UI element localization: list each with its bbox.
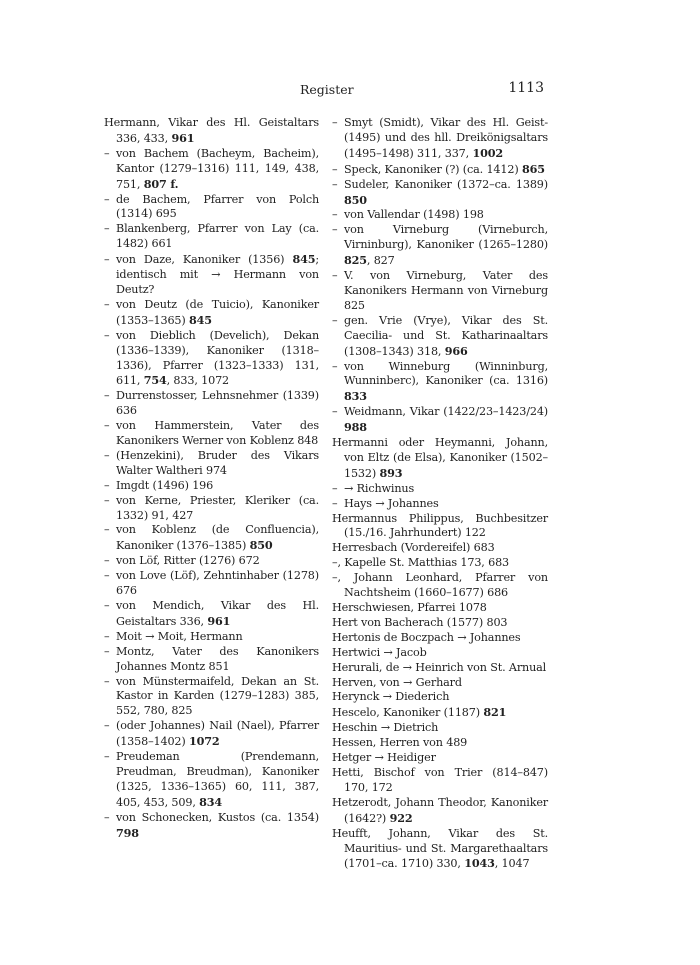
index-entry: – von Winneburg (Winninburg, Wunninberc), Kanoniker (ca. 1316) 833: [332, 359, 548, 404]
index-entry: Hertwici → Jacob: [332, 645, 427, 659]
index-entry: Hetzerodt, Johann Theodor, Kanoniker (1642?) 922: [332, 795, 548, 825]
index-entry: – (Henzekini), Bruder des Vikars Walter Waltheri 974: [104, 448, 319, 477]
index-entry: Hermann, Vikar des Hl. Geistaltars 336, 433, 961: [104, 116, 319, 145]
index-entry: Herven, von → Gerhard: [332, 675, 462, 689]
index-entry: – von Love (Löf), Zehntinhaber (1278) 676: [104, 569, 319, 598]
index-entry: – Hays → Johannes: [332, 496, 439, 510]
index-column-left: [104, 116, 319, 842]
index-entry: Hermannus Philippus, Buchbesitzer (15./16. Jahrhundert) 122: [332, 511, 548, 540]
index-entry: – Imgdt (1496) 196: [104, 478, 214, 492]
index-entry: – V. von Virneburg, Vater des Kanonikers Hermann von Virneburg 825: [332, 269, 548, 312]
index-entry: Herresbach (Vordereifel) 683: [332, 541, 495, 555]
index-entry: Herynck → Diederich: [332, 690, 450, 704]
index-entry: – Smyt (Smidt), Vikar des Hl. Geist- (1495) und des hll. Dreikönigsaltars (1495–1498) 311, 337, 1002: [332, 116, 548, 160]
index-entry: – von Mendich, Vikar des Hl. Geistaltars 336, 961: [104, 599, 319, 628]
index-entry: Hescelo, Kanoniker (1187) 821: [332, 705, 507, 720]
index-entry: Hert von Bacherach (1577) 803: [332, 615, 508, 629]
index-entry: – von Vallendar (1498) 198: [332, 208, 484, 222]
index-entry: Hermanni oder Heymanni, Johann, von Eltz (de Elsa), Kanoniker (1502–1532) 893: [332, 436, 548, 480]
index-entry: – (oder Johannes) Nail (Nael), Pfarrer (1358–1402) 1072: [104, 719, 319, 749]
index-entry: – Speck, Kanoniker (?) (ca. 1412) 865: [332, 161, 545, 176]
index-entry: – Blankenberg, Pfarrer von Lay (ca. 1482) 661: [104, 222, 319, 251]
index-entry: –, Kapelle St. Matthias 173, 683: [332, 556, 510, 570]
index-entry: –, Johann Leonhard, Pfarrer von Nachtsheim (1660–1677) 686: [332, 571, 548, 600]
index-entry: – von Hammerstein, Vater des Kanonikers Werner von Koblenz 848: [104, 419, 319, 448]
running-title: Register: [300, 82, 354, 97]
index-entry: – von Münstermaifeld, Dekan an St. Kastor in Karden (1279–1283) 385, 552, 780, 825: [104, 674, 319, 718]
index-entry: – Preudeman (Prendemann, Preudman, Breudman), Kanoniker (1325, 1336–1365) 60, 111, 387, 405, 453, 509, 834: [104, 750, 319, 809]
index-entry: – → Richwinus: [332, 481, 415, 495]
index-entry: – Moit → Moit, Hermann: [104, 629, 243, 643]
index-entry: Heufft, Johann, Vikar des St. Mauritius- und St. Margarethaaltars (1701–ca. 1710) 330, 1043, 1047: [332, 826, 548, 871]
page-header: [104, 82, 544, 102]
index-entry: Herschwiesen, Pfarrei 1078: [332, 601, 487, 614]
index-entry: – von Dieblich (Develich), Dekan (1336–1339), Kanoniker (1318–1336), Pfarrer (1323–1333) 131, 611, 754, 833, 1072: [104, 328, 319, 388]
index-entry: – Weidmann, Vikar (1422/23–1423/24) 988: [332, 405, 548, 435]
index-entry: – de Bachem, Pfarrer von Polch (1314) 695: [104, 192, 319, 221]
index-entry: – von Löf, Ritter (1276) 672: [104, 554, 260, 568]
index-entry: – von Schonecken, Kustos (ca. 1354) 798: [104, 810, 319, 840]
index-entry: Hertonis de Boczpach → Johannes: [332, 630, 521, 644]
index-entry: – Montz, Vater des Kanonikers Johannes Montz 851: [104, 644, 319, 673]
index-entry: Hetger → Heidiger: [332, 751, 436, 765]
index-entry: – von Virneburg (Virneburch, Virninburg), Kanoniker (1265–1280) 825, 827: [332, 223, 548, 268]
index-column-right: [332, 116, 548, 872]
index-entry: Hessen, Herren von 489: [332, 736, 468, 750]
index-entry: – von Kerne, Priester, Kleriker (ca. 1332) 91, 427: [104, 493, 319, 522]
page-number: 1113: [508, 80, 544, 96]
index-entry: – Sudeler, Kanoniker (1372–ca. 1389) 850: [332, 177, 548, 207]
index-entry: – von Deutz (de Tuicio), Kanoniker (1353–1365) 845: [104, 297, 319, 327]
index-entry: Hetti, Bischof von Trier (814–847) 170, 172: [332, 765, 548, 794]
index-entry: Herurali, de → Heinrich von St. Arnual: [332, 660, 547, 674]
index-entry: – Durrenstosser, Lehnsnehmer (1339) 636: [104, 389, 319, 418]
index-entry: – von Koblenz (de Confluencia), Kanoniker (1376–1385) 850: [104, 523, 319, 553]
index-entry: – von Daze, Kanoniker (1356) 845; identisch mit → Hermann von Deutz?: [104, 252, 319, 296]
index-entry: – von Bachem (Bacheym, Bacheim), Kantor (1279–1316) 111, 149, 438, 751, 807 f.: [104, 146, 319, 191]
index-entry: – gen. Vrie (Vrye), Vikar des St. Caecilia- und St. Katharinaaltars (1308–1343) 318, 966: [332, 313, 548, 358]
index-entry: Heschin → Dietrich: [332, 721, 439, 735]
